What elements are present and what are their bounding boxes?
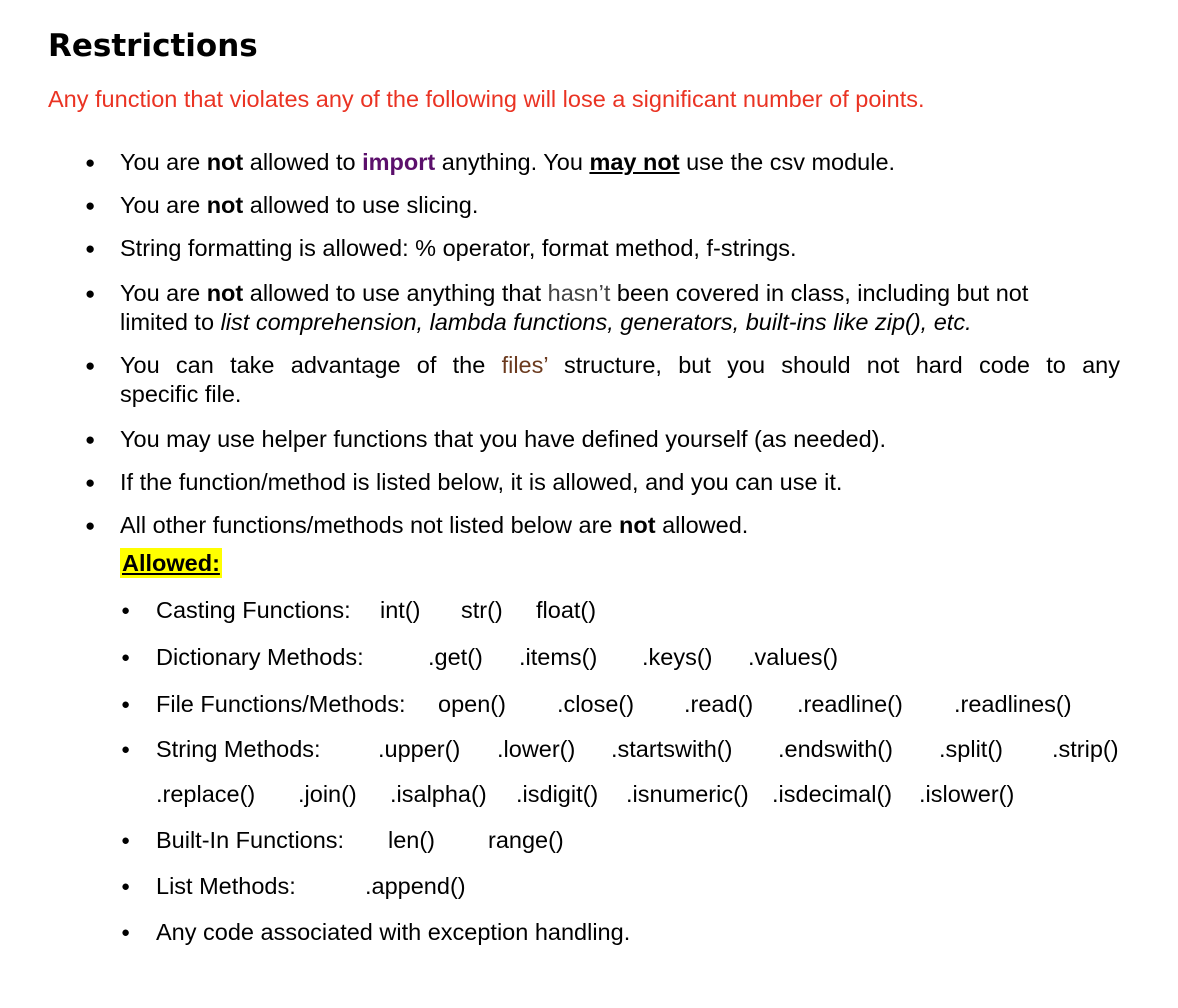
string-item: .isnumeric() bbox=[626, 781, 749, 807]
bullet-icon: ● bbox=[85, 153, 96, 172]
file-item: .readline() bbox=[797, 691, 903, 717]
string-item: .replace() bbox=[156, 781, 256, 807]
rule-others-not-allowed: All other functions/methods not listed below are not allowed. bbox=[120, 512, 749, 538]
rule-string-formatting: String formatting is allowed: % operator, format method, f-strings. bbox=[120, 235, 797, 261]
rule-file-structure-cont: specific file. bbox=[120, 381, 242, 407]
bullet-icon: ● bbox=[121, 696, 131, 713]
rule-listed-allowed: If the function/method is listed below, it is allowed, and you can use it. bbox=[120, 469, 843, 495]
builtin-label: Built-In Functions: bbox=[156, 827, 345, 853]
bullet-icon: ● bbox=[121, 878, 131, 895]
builtin-item: len() bbox=[388, 827, 436, 853]
bullet-icon: ● bbox=[85, 356, 96, 375]
allowed-heading: Allowed: bbox=[122, 550, 220, 576]
rule-no-slicing: You are not allowed to use slicing. bbox=[120, 192, 479, 218]
bullet-icon: ● bbox=[121, 924, 131, 941]
page-title: Restrictions bbox=[48, 28, 258, 64]
string-item: .upper() bbox=[378, 736, 461, 762]
string-item: .endswith() bbox=[778, 736, 893, 762]
string-item: .startswith() bbox=[611, 736, 733, 762]
casting-item: str() bbox=[461, 597, 503, 623]
bullet-icon: ● bbox=[121, 832, 131, 849]
file-item: .readlines() bbox=[954, 691, 1072, 717]
file-label: File Functions/Methods: bbox=[156, 691, 406, 717]
string-item: .isdigit() bbox=[516, 781, 599, 807]
string-item: .isdecimal() bbox=[772, 781, 893, 807]
rule-not-covered-cont: limited to list comprehension, lambda functions, generators, built-ins like zip(), etc. bbox=[120, 309, 972, 335]
builtin-item: range() bbox=[488, 827, 564, 853]
list-label: List Methods: bbox=[156, 873, 296, 899]
bullet-icon: ● bbox=[121, 602, 131, 619]
dictionary-item: .values() bbox=[748, 644, 839, 670]
bullet-icon: ● bbox=[85, 239, 96, 258]
string-item: .split() bbox=[939, 736, 1003, 762]
file-item: .close() bbox=[557, 691, 635, 717]
rule-helper-functions: You may use helper functions that you have defined yourself (as needed). bbox=[120, 426, 886, 452]
rule-not-covered: You are not allowed to use anything that hasn’t been covered in class, including but not bbox=[120, 280, 1029, 306]
bullet-icon: ● bbox=[85, 196, 96, 215]
rule-file-structure: You can take advantage of the files’ structure, but you should not hard code to any bbox=[120, 352, 1120, 378]
bullet-icon: ● bbox=[85, 516, 96, 535]
string-item: .islower() bbox=[919, 781, 1015, 807]
list-item: .append() bbox=[365, 873, 466, 899]
bullet-icon: ● bbox=[85, 430, 96, 449]
bullet-icon: ● bbox=[121, 649, 131, 666]
allowed-exception: Any code associated with exception handling. bbox=[156, 919, 631, 945]
dictionary-item: .items() bbox=[519, 644, 598, 670]
bullet-icon: ● bbox=[85, 284, 96, 303]
rule-no-import: You are not allowed to import anything. You may not use the csv module. bbox=[120, 149, 896, 175]
file-item: open() bbox=[438, 691, 506, 717]
string-label: String Methods: bbox=[156, 736, 321, 762]
casting-item: int() bbox=[380, 597, 421, 623]
bullet-icon: ● bbox=[121, 741, 131, 758]
string-item: .strip() bbox=[1052, 736, 1119, 762]
dictionary-item: .get() bbox=[428, 644, 483, 670]
dictionary-label: Dictionary Methods: bbox=[156, 644, 364, 670]
string-item: .isalpha() bbox=[390, 781, 487, 807]
casting-item: float() bbox=[536, 597, 597, 623]
string-item: .join() bbox=[298, 781, 357, 807]
bullet-icon: ● bbox=[85, 473, 96, 492]
file-item: .read() bbox=[684, 691, 754, 717]
casting-label: Casting Functions: bbox=[156, 597, 351, 623]
string-item: .lower() bbox=[497, 736, 576, 762]
dictionary-item: .keys() bbox=[642, 644, 713, 670]
warning-text: Any function that violates any of the following will lose a significant number of points. bbox=[48, 86, 925, 112]
